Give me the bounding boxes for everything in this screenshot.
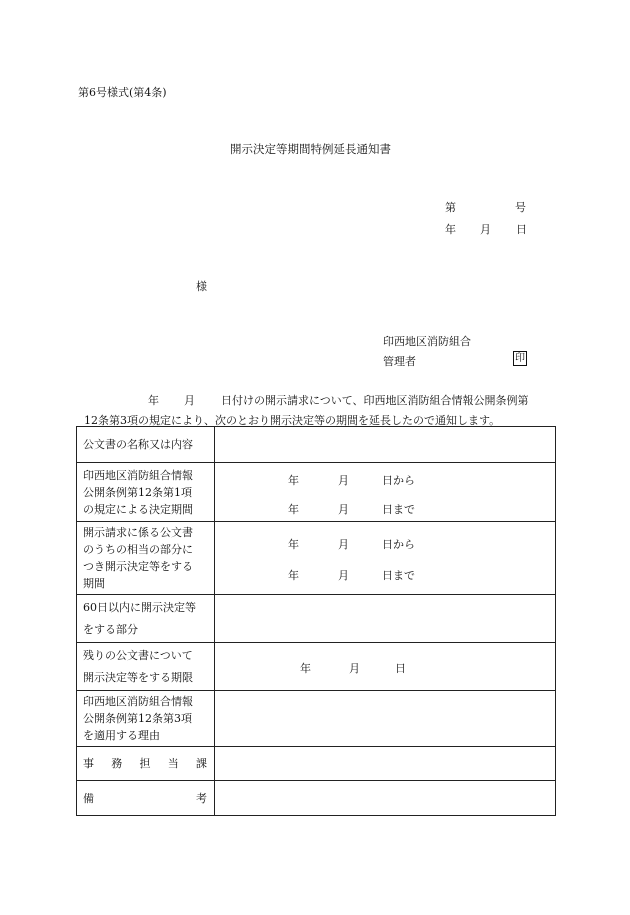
label-line: 公開条例第12条第1項 <box>83 485 192 499</box>
remaining-deadline-label <box>77 643 215 691</box>
document-name-label: 公文書の名称又は内容 <box>77 427 215 463</box>
department-value[interactable] <box>215 747 556 781</box>
label-char: 課 <box>196 757 207 770</box>
to-month: 月 <box>338 569 349 582</box>
label-line: 公開条例第12条第3項 <box>83 712 192 725</box>
from-year: 年 <box>288 538 299 551</box>
to-year: 年 <box>288 503 299 516</box>
label-line: 60日以内に開示決定等 <box>83 600 196 614</box>
table-row <box>77 463 556 522</box>
label-char: 備 <box>83 791 94 805</box>
table-row <box>77 747 556 781</box>
spaced-label <box>83 755 214 772</box>
from-month: 月 <box>338 474 349 487</box>
document-title: 開示決定等期間特例延長通知書 <box>230 142 391 156</box>
within-60-days-value[interactable] <box>215 595 556 643</box>
body-text-line-2: 12条第3項の規定により、次のとおり開示決定等の期間を延長したので通知します。 <box>84 414 501 427</box>
table-row <box>77 643 556 691</box>
form-number-label: 第6号様式(第4条) <box>78 86 167 99</box>
sender-title: 管理者 <box>383 355 416 368</box>
original-period-label <box>77 463 215 522</box>
to-day: 日まで <box>382 503 415 516</box>
label-line: のうちの相当の部分に <box>83 543 193 556</box>
notice-form-table <box>76 426 556 816</box>
deadline-month: 月 <box>349 662 360 675</box>
addressee-suffix: 様 <box>196 280 207 293</box>
deadline-day: 日 <box>395 662 406 675</box>
within-60-days-label <box>77 595 215 643</box>
label-line: 残りの公文書について <box>83 648 193 662</box>
seal-mark: 印 <box>515 353 525 364</box>
deadline-year: 年 <box>300 662 311 675</box>
label-line: 開示決定等をする期限 <box>83 670 193 684</box>
label-line: の規定による決定期間 <box>83 502 193 516</box>
label-line: つき開示決定等をする <box>83 560 193 573</box>
to-day: 日まで <box>382 569 415 582</box>
number-suffix: 号 <box>515 201 526 214</box>
table-row <box>77 427 556 463</box>
body-month: 月 <box>184 394 195 407</box>
partial-decision-period-label <box>77 522 215 595</box>
partial-decision-period-value[interactable] <box>215 522 556 595</box>
table-row <box>77 691 556 747</box>
original-period-value[interactable] <box>215 463 556 522</box>
remarks-label <box>77 781 215 816</box>
date-day: 日 <box>516 223 527 236</box>
body-text-rest: 日付けの開示請求について、印西地区消防組合情報公開条例第 <box>221 394 529 407</box>
table-row <box>77 522 556 595</box>
date-month: 月 <box>480 223 491 236</box>
label-char: 事 <box>83 757 94 770</box>
label-line: 印西地区消防組合情報 <box>83 695 193 708</box>
label-line: 開示請求に係る公文書 <box>83 526 193 539</box>
document-name-value[interactable] <box>215 427 556 463</box>
table-row <box>77 595 556 643</box>
label-char: 務 <box>111 757 123 770</box>
application-reason-value[interactable] <box>215 691 556 747</box>
to-year: 年 <box>288 569 299 582</box>
sender-organization: 印西地区消防組合 <box>383 335 471 348</box>
body-year: 年 <box>148 394 159 407</box>
label-line: 期間 <box>83 577 105 590</box>
label-line: を適用する理由 <box>83 729 160 742</box>
label-char: 担 <box>139 757 151 770</box>
label-char: 考 <box>196 791 207 805</box>
number-prefix: 第 <box>445 201 456 214</box>
spaced-label <box>83 790 214 807</box>
label-line: 印西地区消防組合情報 <box>83 468 193 482</box>
remaining-deadline-value[interactable] <box>215 643 556 691</box>
application-reason-label <box>77 691 215 747</box>
label-char: 当 <box>167 757 179 770</box>
table-row <box>77 781 556 816</box>
from-year: 年 <box>288 474 299 487</box>
from-day: 日から <box>382 538 415 551</box>
from-day: 日から <box>382 474 415 487</box>
from-month: 月 <box>338 538 349 551</box>
to-month: 月 <box>338 503 349 516</box>
remarks-value[interactable] <box>215 781 556 816</box>
department-label <box>77 747 215 781</box>
label-line: をする部分 <box>83 622 138 636</box>
date-year: 年 <box>445 223 456 236</box>
document-number-line <box>445 199 526 215</box>
